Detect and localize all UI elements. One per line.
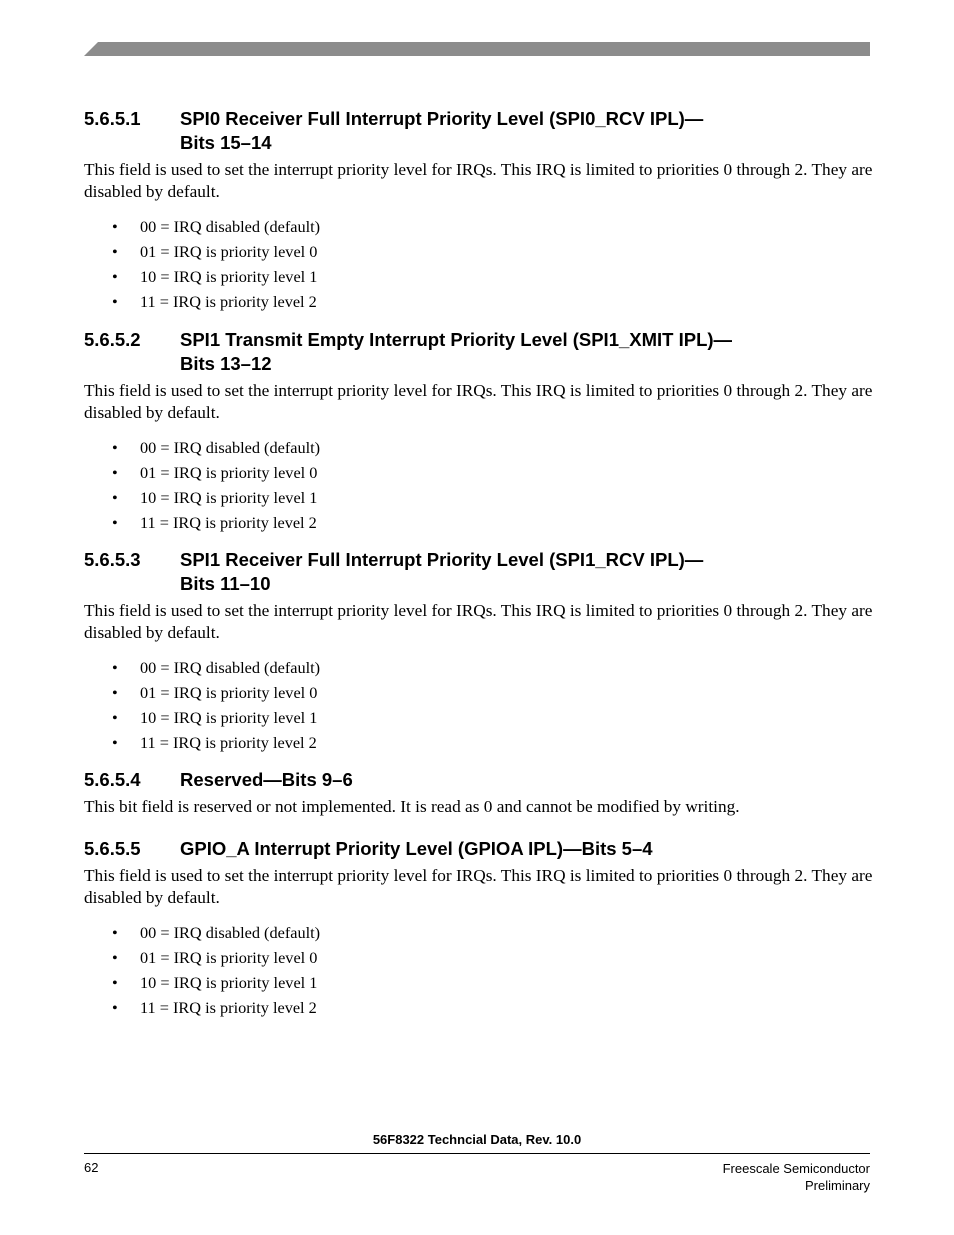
bullet: • <box>112 292 118 311</box>
footer-divider <box>84 1153 870 1154</box>
section-title-line1: SPI0 Receiver Full Interrupt Priority Level (SPI0_RCV IPL)— <box>180 108 704 129</box>
section-heading <box>84 107 874 155</box>
list-item: • 00 = IRQ disabled (default) <box>84 655 874 680</box>
section-5-6-5-3 <box>84 548 874 755</box>
bullet: • <box>112 998 118 1017</box>
bullet: • <box>112 973 118 992</box>
section-heading <box>84 328 874 376</box>
bullet: • <box>112 733 118 752</box>
list-item: • 00 = IRQ disabled (default) <box>84 214 874 239</box>
section-title-line2: Bits 11–10 <box>180 573 271 594</box>
list-item: • 01 = IRQ is priority level 0 <box>84 239 874 264</box>
bullet: • <box>112 658 118 677</box>
bullet-list <box>84 655 874 755</box>
list-item: • 11 = IRQ is priority level 2 <box>84 995 874 1020</box>
list-item: • 01 = IRQ is priority level 0 <box>84 680 874 705</box>
section-5-6-5-2 <box>84 328 874 535</box>
list-item: • 10 = IRQ is priority level 1 <box>84 485 874 510</box>
bullet: • <box>112 267 118 286</box>
bullet: • <box>112 242 118 261</box>
bullet-list <box>84 920 874 1020</box>
list-item: • 00 = IRQ disabled (default) <box>84 435 874 460</box>
section-title-line1: SPI1 Transmit Empty Interrupt Priority Level (SPI1_XMIT IPL)— <box>180 329 733 350</box>
bullet: • <box>112 438 118 457</box>
bullet: • <box>112 708 118 727</box>
section-heading <box>84 768 874 792</box>
bullet: • <box>112 948 118 967</box>
section-title-line2: Bits 15–14 <box>180 132 272 153</box>
list-item: • 11 = IRQ is priority level 2 <box>84 730 874 755</box>
bullet-list <box>84 214 874 314</box>
section-5-6-5-1 <box>84 107 874 314</box>
section-body: This bit field is reserved or not implemented. It is read as 0 and cannot be modified by writing. <box>84 797 740 816</box>
section-5-6-5-4 <box>84 768 874 818</box>
list-item: • 10 = IRQ is priority level 1 <box>84 264 874 289</box>
section-body: This field is used to set the interrupt priority level for IRQs. This IRQ is limited to priorities 0 through 2. They are disabled by default. <box>84 601 873 642</box>
document-status: Preliminary <box>804 1178 870 1193</box>
footer-doc-title: 56F8322 Techncial Data, Rev. 10.0 <box>372 1132 582 1147</box>
bullet-list <box>84 435 874 535</box>
list-item: • 11 = IRQ is priority level 2 <box>84 510 874 535</box>
bullet: • <box>112 217 118 236</box>
section-title-line1: GPIO_A Interrupt Priority Level (GPIOA IPL)—Bits 5–4 <box>180 838 653 859</box>
list-item: • 00 = IRQ disabled (default) <box>84 920 874 945</box>
section-number: 5.6.5.1 <box>84 108 141 129</box>
list-item: • 01 = IRQ is priority level 0 <box>84 460 874 485</box>
company-name: Freescale Semiconductor <box>722 1161 870 1176</box>
section-title-line2: Bits 13–12 <box>180 353 272 374</box>
header-bar <box>84 42 870 56</box>
bullet: • <box>112 683 118 702</box>
section-body: This field is used to set the interrupt priority level for IRQs. This IRQ is limited to priorities 0 through 2. They are disabled by default. <box>84 866 873 907</box>
section-heading <box>84 837 874 861</box>
page-number: 62 <box>84 1160 99 1175</box>
section-body: This field is used to set the interrupt priority level for IRQs. This IRQ is limited to priorities 0 through 2. They are disabled by default. <box>84 381 873 422</box>
section-heading <box>84 548 874 596</box>
section-number: 5.6.5.3 <box>84 549 141 570</box>
section-title-line1: SPI1 Receiver Full Interrupt Priority Level (SPI1_RCV IPL)— <box>180 549 704 570</box>
section-number: 5.6.5.2 <box>84 329 141 350</box>
list-item: • 01 = IRQ is priority level 0 <box>84 945 874 970</box>
bullet: • <box>112 923 118 942</box>
section-number: 5.6.5.5 <box>84 838 141 859</box>
section-number: 5.6.5.4 <box>84 769 141 790</box>
list-item: • 10 = IRQ is priority level 1 <box>84 705 874 730</box>
section-body: This field is used to set the interrupt priority level for IRQs. This IRQ is limited to priorities 0 through 2. They are disabled by default. <box>84 160 873 201</box>
section-title-line1: Reserved—Bits 9–6 <box>180 769 353 790</box>
section-5-6-5-5 <box>84 837 874 1020</box>
list-item: • 10 = IRQ is priority level 1 <box>84 970 874 995</box>
bullet: • <box>112 488 118 507</box>
bullet: • <box>112 463 118 482</box>
list-item: • 11 = IRQ is priority level 2 <box>84 289 874 314</box>
bullet: • <box>112 513 118 532</box>
footer-company-block <box>723 1160 870 1194</box>
